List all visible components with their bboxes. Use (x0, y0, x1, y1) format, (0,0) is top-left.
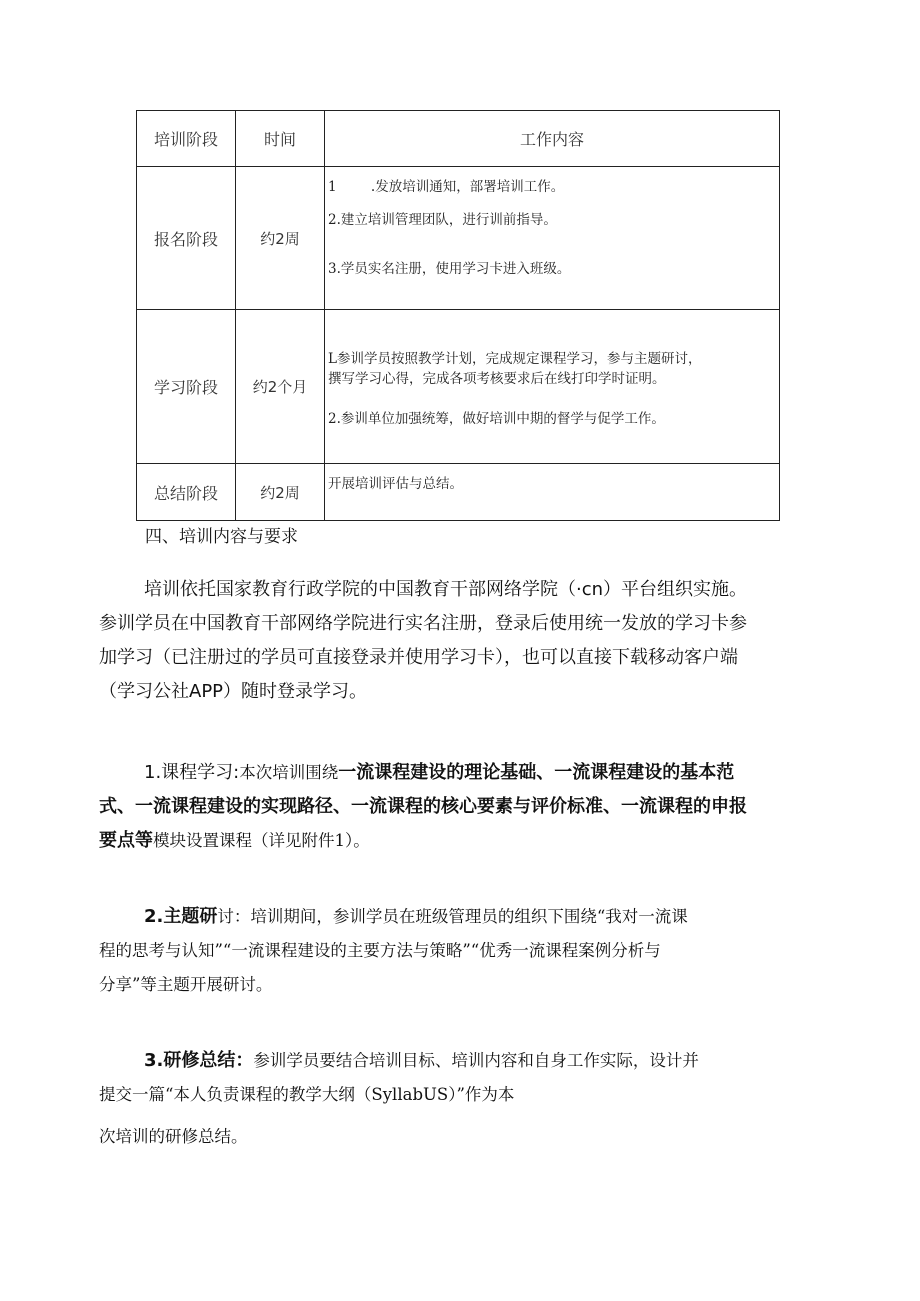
content-line: 2.参训单位加强统筹，做好培训中期的督学与促学工作。 (328, 410, 665, 427)
stage-cell: 总结阶段 (137, 464, 236, 521)
content-line: 2.建立培训管理团队，进行训前指导。 (328, 212, 557, 228)
content-line: 3.学员实名注册，使用学习卡进入班级。 (328, 261, 571, 277)
course-study-text: 一流课程建设的理论基础、一流课程建设的基本范 (338, 762, 735, 783)
training-schedule-table (136, 110, 780, 521)
content-line: 撰写学习心得，完成各项考核要求后在线打印学时证明。 (328, 370, 666, 387)
topic-discussion-paragraph (99, 900, 829, 1002)
section-heading: 四、培训内容与要求 (145, 527, 298, 547)
study-summary-line (99, 1044, 829, 1078)
course-study-line (99, 824, 829, 858)
topic-discussion-line (99, 900, 829, 934)
intro-paragraph (99, 573, 829, 709)
stage-cell: 报名阶段 (137, 167, 236, 310)
course-study-line (99, 756, 829, 790)
content-line: L参训学员按照教学计划，完成规定课程学习，参与主题研讨， (328, 350, 702, 367)
content-line: 1 .发放培训通知，部署培训工作。 (328, 179, 565, 195)
study-summary-label: 3.研修总结： (144, 1050, 254, 1071)
study-summary-paragraph (99, 1044, 829, 1154)
intro-line: （学习公社APP）随时登录学习。 (99, 681, 368, 702)
content-cell (325, 310, 780, 464)
course-study-text: 模块设置课程（详见附件1）。 (153, 831, 370, 850)
header-content: 工作内容 (325, 111, 780, 167)
study-summary-text: 参训学员要结合培训目标、培训内容和自身工作实际，设计并 (253, 1051, 699, 1070)
period-cell: 约2个月 (236, 310, 325, 464)
table-row (137, 167, 780, 310)
stage-cell: 学习阶段 (137, 310, 236, 464)
content-line: 开展培训评估与总结。 (328, 476, 463, 492)
course-study-line: 式、一流课程建设的实现路径、一流课程的核心要素与评价标准、一流课程的申报 (99, 796, 747, 817)
study-summary-line: 次培训的研修总结。 (99, 1127, 248, 1146)
intro-line: 参训学员在中国教育干部网络学院进行实名注册，登录后使用统一发放的学习卡参 (99, 613, 747, 634)
course-study-paragraph (99, 756, 829, 858)
table-row (137, 464, 780, 521)
topic-discussion-text: 讨：培训期间，参训学员在班级管理员的组织下围绕“我对一流课 (217, 907, 688, 926)
topic-discussion-line: 分享”等主题开展研讨。 (99, 975, 273, 994)
intro-line: 加学习（已注册过的学员可直接登录并使用学习卡），也可以直接下载移动客户端 (99, 647, 738, 668)
content-cell (325, 464, 780, 521)
topic-discussion-line: 程的思考与认知”“一流课程建设的主要方法与策略”“优秀一流课程案例分析与 (99, 941, 661, 960)
study-summary-line: 提交一篇“本人负责课程的教学大纲（SyllabUS）”作为本 (99, 1085, 515, 1104)
course-study-text: 要点等 (99, 830, 153, 851)
table-row (137, 310, 780, 464)
course-study-text: 本次培训围绕 (239, 763, 339, 782)
content-cell (325, 167, 780, 310)
header-period: 时间 (236, 111, 325, 167)
header-stage: 培训阶段 (137, 111, 236, 167)
table-header-row (137, 111, 780, 167)
intro-line: 培训依托国家教育行政学院的中国教育干部网络学院（·cn）平台组织实施。 (144, 579, 748, 600)
period-cell: 约2周 (236, 167, 325, 310)
topic-discussion-label: 2.主题研 (144, 906, 218, 927)
course-study-label: 1.课程学习: (144, 762, 240, 783)
period-cell: 约2周 (236, 464, 325, 521)
